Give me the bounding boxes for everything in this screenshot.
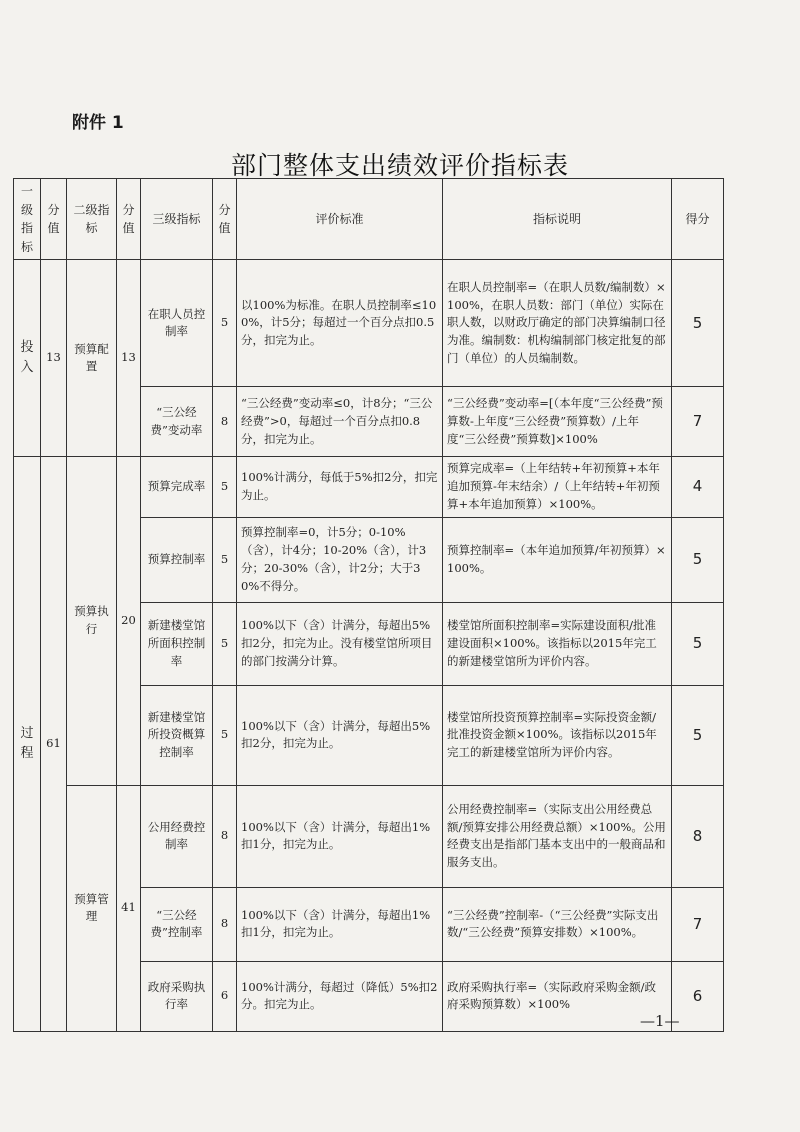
indicator-explanation: 政府采购执行率=（实际政府采购金额/政府采购预算数）×100% (443, 961, 672, 1031)
evaluation-standard: “三公经费”变动率≤0，计8分；“三公经费”>0，每超过一个百分点扣0.8分，扣完为止。 (237, 387, 443, 457)
level3-indicator: 新建楼堂馆所面积控制率 (141, 602, 213, 685)
col-header-level3: 三级指标 (141, 179, 213, 260)
col-header-score1: 分值 (41, 179, 67, 260)
row-score: 7 (672, 387, 724, 457)
level3-indicator: 新建楼堂馆所投资概算控制率 (141, 685, 213, 785)
indicator-explanation: 楼堂馆所投资预算控制率=实际投资金额/批准投资金额×100%。该指标以2015年完工的新建楼堂馆所为评价内容。 (443, 685, 672, 785)
evaluation-standard: 100%以下（含）计满分，每超出1%扣1分，扣完为止。 (237, 785, 443, 887)
row-score: 5 (672, 602, 724, 685)
level3-indicator: 在职人员控制率 (141, 260, 213, 387)
col-header-score3: 分值 (213, 179, 237, 260)
indicator-explanation: “三公经费”变动率=[（本年度“三公经费”预算数-上年度“三公经费”预算数）/上年度“三公经费”预算数]×100% (443, 387, 672, 457)
evaluation-standard: 预算控制率=0，计5分；0-10%（含），计4分；10-20%（含），计3分；20-30%（含），计2分；大于30%不得分。 (237, 517, 443, 602)
col-header-level1: 一级指标 (14, 179, 41, 260)
level3-value: 5 (213, 260, 237, 387)
table-row (14, 457, 724, 517)
level2-budget-management: 预算管理 (67, 785, 117, 1031)
level3-value: 5 (213, 457, 237, 517)
page-number: —1— (640, 1012, 680, 1030)
level3-indicator: 预算控制率 (141, 517, 213, 602)
level2-budget-config: 预算配置 (67, 260, 117, 457)
indicator-explanation: 公用经费控制率=（实际支出公用经费总额/预算安排公用经费总额）×100%。公用经费支出是指部门基本支出中的一般商品和服务支出。 (443, 785, 672, 887)
level2-budget-execution: 预算执行 (67, 457, 117, 785)
level3-value: 8 (213, 785, 237, 887)
level2-budget-config-score: 13 (117, 260, 141, 457)
row-score: 5 (672, 685, 724, 785)
row-score: 8 (672, 785, 724, 887)
level3-indicator: “三公经费”变动率 (141, 387, 213, 457)
level3-value: 8 (213, 887, 237, 961)
level3-value: 5 (213, 517, 237, 602)
level1-input: 投入 (14, 260, 41, 457)
evaluation-standard: 100%以下（含）计满分，每超出1%扣1分，扣完为止。 (237, 887, 443, 961)
level3-value: 6 (213, 961, 237, 1031)
level1-process: 过程 (14, 457, 41, 1031)
evaluation-standard: 100%计满分，每超过（降低）5%扣2分。扣完为止。 (237, 961, 443, 1031)
level3-value: 5 (213, 685, 237, 785)
evaluation-standard: 100%以下（含）计满分，每超出5%扣2分，扣完为止。 (237, 685, 443, 785)
level3-indicator: 政府采购执行率 (141, 961, 213, 1031)
indicator-explanation: 预算控制率=（本年追加预算/年初预算）×100%。 (443, 517, 672, 602)
indicator-explanation: 在职人员控制率=（在职人员数/编制数）×100%，在职人员数：部门（单位）实际在职人数，以财政厅确定的部门决算编制口径为准。编制数：机构编制部门核定批复的部门（单位）的人员编制数。 (443, 260, 672, 387)
evaluation-standard: 100%计满分，每低于5%扣2分，扣完为止。 (237, 457, 443, 517)
col-header-explanation: 指标说明 (443, 179, 672, 260)
row-score: 5 (672, 517, 724, 602)
row-score: 6 (672, 961, 724, 1031)
table-row (14, 260, 724, 387)
level3-indicator: “三公经费”控制率 (141, 887, 213, 961)
level3-value: 5 (213, 602, 237, 685)
col-header-score: 得分 (672, 179, 724, 260)
indicator-table (13, 178, 724, 1032)
level1-input-score: 13 (41, 260, 67, 457)
table-header-row (14, 179, 724, 260)
page-title: 部门整体支出绩效评价指标表 (230, 151, 569, 180)
level2-budget-execution-score: 20 (117, 457, 141, 785)
level3-indicator: 预算完成率 (141, 457, 213, 517)
level3-value: 8 (213, 387, 237, 457)
col-header-standard: 评价标准 (237, 179, 443, 260)
col-header-score2: 分值 (117, 179, 141, 260)
indicator-explanation: 楼堂馆所面积控制率=实际建设面积/批准建设面积×100%。该指标以2015年完工的新建楼堂馆所为评价内容。 (443, 602, 672, 685)
row-score: 5 (672, 260, 724, 387)
table-row (14, 785, 724, 887)
indicator-explanation: “三公经费”控制率-（“三公经费”实际支出数/“三公经费”预算安排数）×100%。 (443, 887, 672, 961)
indicator-explanation: 预算完成率=（上年结转+年初预算+本年追加预算-年末结余）/（上年结转+年初预算+本年追加预算）×100%。 (443, 457, 672, 517)
evaluation-standard: 100%以下（含）计满分，每超出5%扣2分，扣完为止。没有楼堂馆所项目的部门按满分计算。 (237, 602, 443, 685)
row-score: 7 (672, 887, 724, 961)
evaluation-standard: 以100%为标准。在职人员控制率≤100%，计5分；每超过一个百分点扣0.5分，扣完为止。 (237, 260, 443, 387)
level3-indicator: 公用经费控制率 (141, 785, 213, 887)
level2-budget-management-score: 41 (117, 785, 141, 1031)
attachment-label: 附件 1 (72, 113, 124, 133)
row-score: 4 (672, 457, 724, 517)
col-header-level2: 二级指标 (67, 179, 117, 260)
level1-process-score: 61 (41, 457, 67, 1031)
